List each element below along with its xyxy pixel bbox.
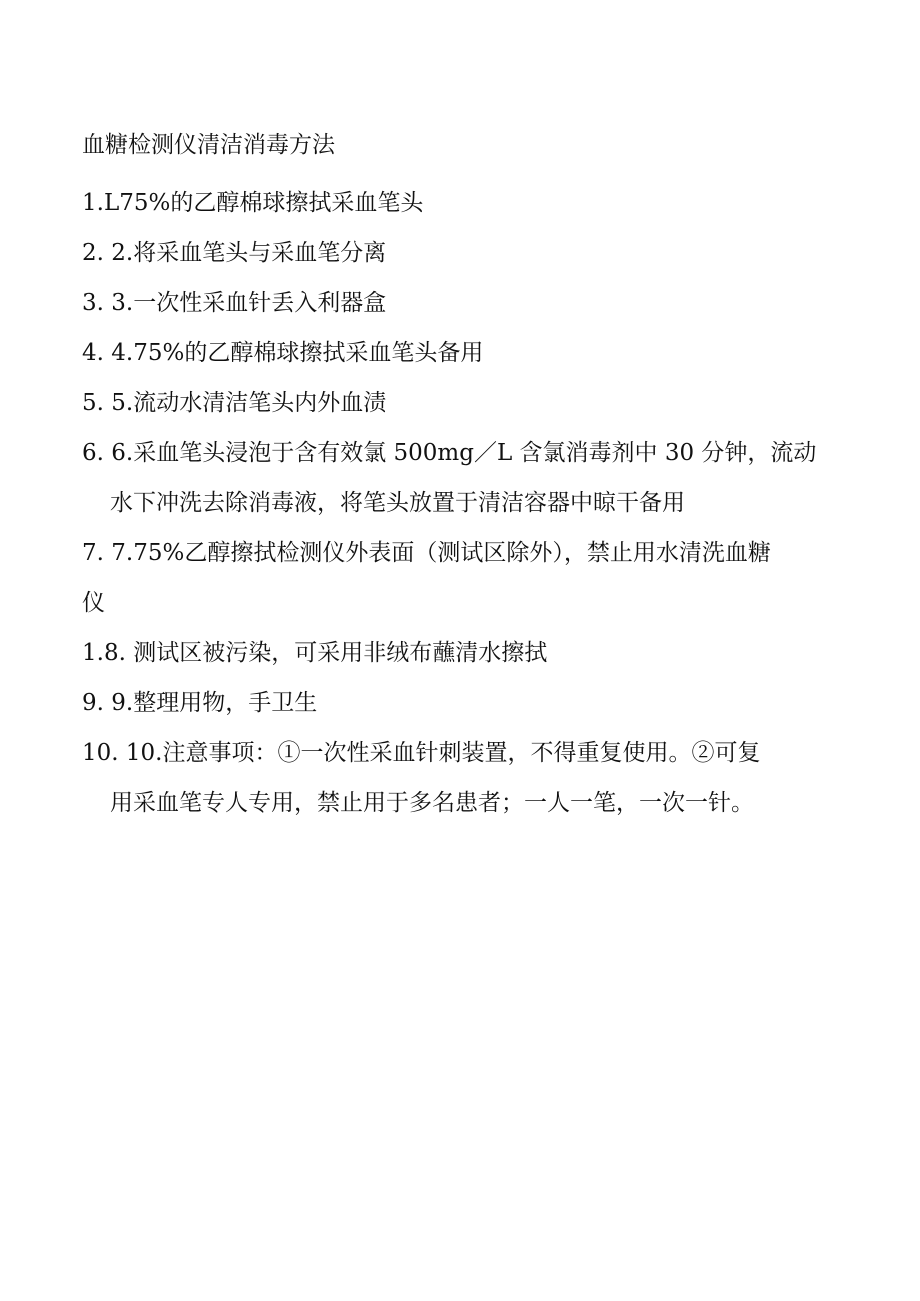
list-item: [82, 628, 842, 678]
list-item-line: 4. 4.75%的乙醇棉球擦拭采血笔头备用: [82, 340, 484, 366]
list-item: [82, 678, 842, 728]
list-item: [82, 178, 842, 228]
list-item: [82, 428, 842, 528]
list-item-continuation: 用采血笔专人专用，禁止用于多名患者；一人一笔，一次一针。: [110, 790, 754, 816]
list-item-line: 9. 9.整理用物，手卫生: [82, 690, 318, 716]
list-item: [82, 528, 842, 628]
list-item: [82, 278, 842, 328]
list-item-line: 2. 2.将采血笔头与采血笔分离: [82, 240, 387, 266]
document-title: 血糖检测仪清洁消毒方法: [82, 132, 335, 158]
list-item: [82, 228, 842, 278]
list-item-line: 10. 10.注意事项：①一次性采血针刺装置，不得重复使用。②可复: [82, 740, 761, 766]
list-item-line: 1.L75%的乙醇棉球擦拭采血笔头: [82, 190, 424, 216]
list-item-line: 1.8. 测试区被污染，可采用非绒布蘸清水擦拭: [82, 640, 548, 666]
list-item: [82, 378, 842, 428]
list-item-line: 6. 6.采血笔头浸泡于含有效氯 500mg／L 含氯消毒剂中 30 分钟，流动: [82, 440, 817, 466]
list-item-line: 7. 7.75%乙醇擦拭检测仪外表面（测试区除外），禁止用水清洗血糖: [82, 540, 771, 566]
list-item-continuation: 水下冲洗去除消毒液，将笔头放置于清洁容器中晾干备用: [110, 490, 685, 516]
list-item: [82, 728, 842, 828]
list-item-line: 5. 5.流动水清洁笔头内外血渍: [82, 390, 387, 416]
list-item-continuation: 仪: [82, 590, 105, 616]
list-item: [82, 328, 842, 378]
document-body: [82, 128, 842, 828]
list-item-line: 3. 3.一次性采血针丢入利器盒: [82, 290, 387, 316]
